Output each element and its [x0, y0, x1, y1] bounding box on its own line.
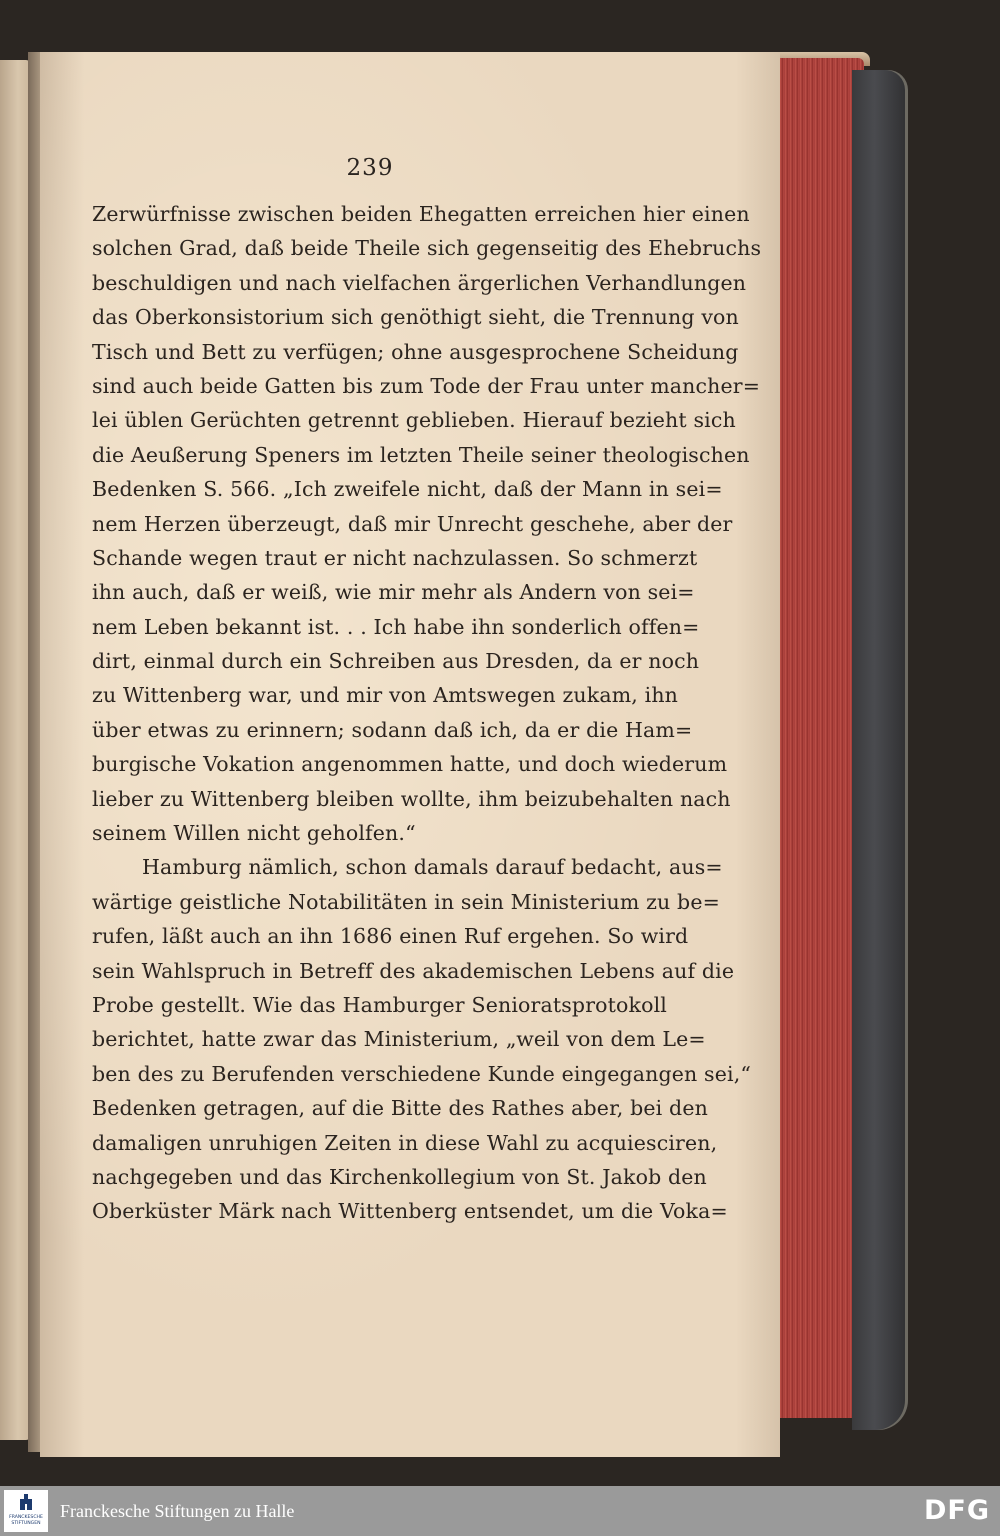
dfg-logo[interactable]: DFG [923, 1495, 990, 1526]
text-line: Bedenken S. 566. „Ich zweifele nicht, daß der Mann in sei= [92, 477, 723, 502]
text-line: nem Herzen überzeugt, daß mir Unrecht geschehe, aber der [92, 511, 733, 536]
text-line: lei üblen Gerüchten getrennt geblieben. Hierauf bezieht sich [92, 408, 736, 433]
previous-page-edge [0, 60, 30, 1440]
text-line: ihn auch, daß er weiß, wie mir mehr als Andern von sei= [92, 580, 695, 605]
logo-text-line2: STIFTUNGEN [11, 1520, 41, 1526]
text-line: rufen, läßt auch an ihn 1686 einen Ruf ergehen. So wird [92, 924, 689, 949]
viewer-footer-bar [0, 1486, 1000, 1536]
body-text [92, 197, 762, 1229]
text-line: ben des zu Berufenden verschiedene Kunde eingegangen sei,“ [92, 1061, 752, 1086]
text-line: wärtige geistliche Notabilitäten in sein Ministerium zu be= [92, 889, 720, 914]
text-line: sind auch beide Gatten bis zum Tode der Frau unter mancher= [92, 373, 761, 398]
text-line: Schande wegen traut er nicht nachzulassen. So schmerzt [92, 545, 698, 570]
text-line: berichtet, hatte zwar das Ministerium, „weil von dem Le= [92, 1027, 706, 1052]
text-line: sein Wahlspruch in Betreff des akademischen Lebens auf die [92, 958, 735, 983]
logo-text-line1: FRANCKESCHE [9, 1515, 43, 1520]
text-line: damaligen unruhigen Zeiten in diese Wahl zu acquiesciren, [92, 1130, 718, 1155]
red-page-edges [774, 58, 864, 1418]
text-line: Oberküster Märk nach Wittenberg entsendet, um die Voka= [92, 1199, 728, 1224]
text-line: das Oberkonsistorium sich genöthigt sieht, die Trennung von [92, 305, 739, 330]
text-line: seinem Willen nicht geholfen.“ [92, 821, 416, 846]
text-line: solchen Grad, daß beide Theile sich gegenseitig des Ehebruchs [92, 236, 762, 261]
institution-name: Franckesche Stiftungen zu Halle [60, 1501, 295, 1521]
text-line: zu Wittenberg war, und mir von Amtswegen zukam, ihn [92, 683, 679, 708]
book-cover [852, 70, 908, 1430]
building-icon [19, 1494, 33, 1510]
text-line: Hamburg nämlich, schon damals darauf bedacht, aus= [142, 855, 723, 880]
text-line: beschuldigen und nach vielfachen ärgerlichen Verhandlungen [92, 270, 747, 295]
text-line: burgische Vokation angenommen hatte, und doch wiederum [92, 752, 728, 777]
text-line: Bedenken getragen, auf die Bitte des Rathes aber, bei den [92, 1096, 708, 1121]
text-line: lieber zu Wittenberg bleiben wollte, ihm beizubehalten nach [92, 786, 731, 811]
text-line: die Aeußerung Speners im letzten Theile seiner theologischen [92, 442, 750, 467]
franckesche-stiftungen-logo[interactable] [4, 1490, 48, 1532]
text-line: über etwas zu erinnern; sodann daß ich, da er die Ham= [92, 717, 693, 742]
text-line: dirt, einmal durch ein Schreiben aus Dresden, da er noch [92, 649, 700, 674]
page-number: 239 [346, 155, 394, 181]
text-line: Tisch und Bett zu verfügen; ohne ausgesprochene Scheidung [92, 339, 739, 364]
text-line: Probe gestellt. Wie das Hamburger Senioratsprotokoll [92, 992, 667, 1017]
text-line: Zerwürfnisse zwischen beiden Ehegatten erreichen hier einen [92, 202, 750, 226]
text-line: nem Leben bekannt ist. . . Ich habe ihn sonderlich offen= [92, 614, 700, 639]
text-line: nachgegeben und das Kirchenkollegium von St. Jakob den [92, 1164, 707, 1189]
